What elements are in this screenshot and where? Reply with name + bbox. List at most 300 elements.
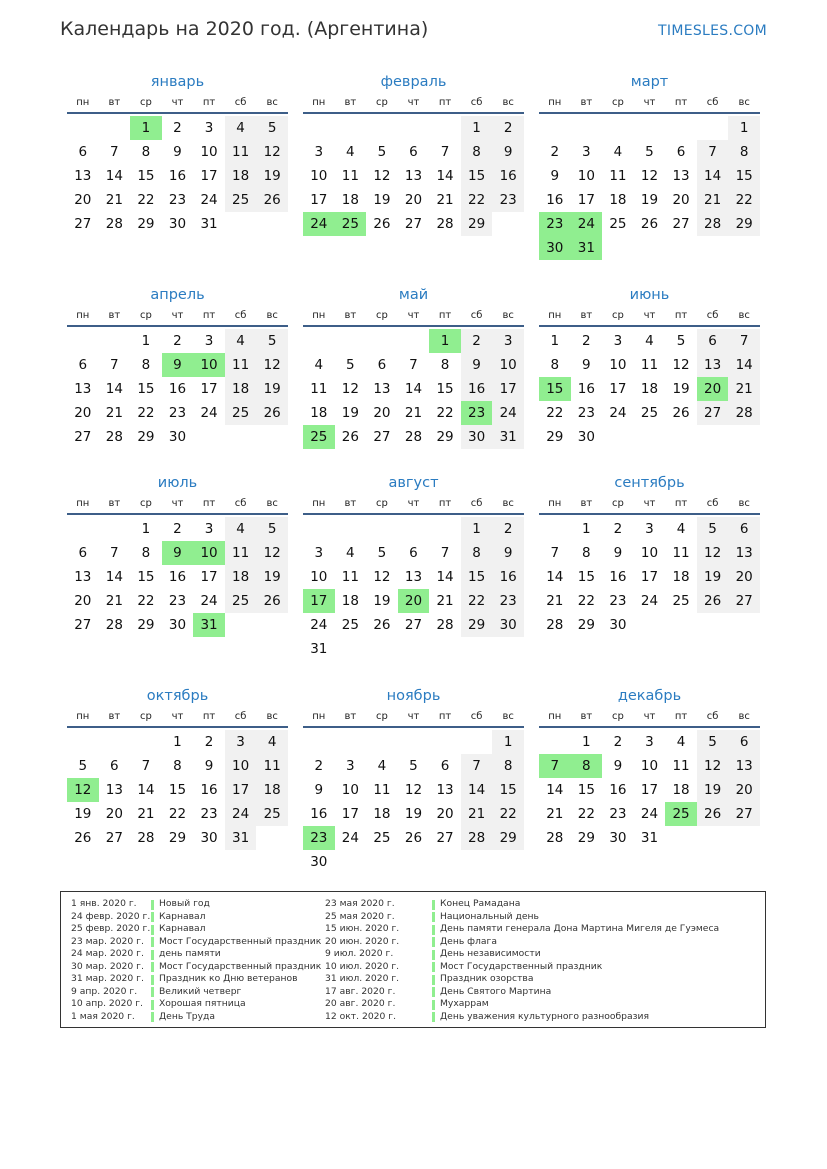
day-grid [67, 329, 288, 449]
legend-holiday-name: Хорошая пятница [159, 998, 246, 1009]
holiday-day: 9 [162, 541, 194, 565]
day-cell: 30 [200, 830, 218, 846]
day-cell: 9 [461, 353, 493, 377]
day-cell: 2 [550, 144, 560, 160]
day-cell: 24 [492, 401, 524, 425]
day-cell: 5 [256, 517, 288, 541]
weekday-label: вс [502, 96, 514, 108]
day-cell: 17 [200, 569, 218, 585]
day-cell: 6 [676, 144, 686, 160]
day-cell: 21 [546, 593, 564, 609]
day-cell: 13 [672, 168, 690, 184]
weekday-label: ср [139, 96, 152, 108]
weekday-label: вт [108, 309, 121, 321]
day-cell: 12 [373, 168, 391, 184]
day-cell: 15 [492, 778, 524, 802]
weekday-label: пн [548, 497, 562, 509]
day-cell: 17 [200, 381, 218, 397]
day-cell: 26 [341, 429, 359, 445]
weekday-label: ср [611, 309, 624, 321]
empty-cell [539, 116, 571, 140]
day-cell: 15 [461, 164, 493, 188]
day-cell: 3 [346, 758, 355, 774]
day-cell: 17 [341, 806, 359, 822]
empty-cell [303, 329, 335, 353]
day-cell: 20 [404, 192, 423, 208]
day-cell: 11 [225, 541, 257, 565]
day-cell: 5 [409, 758, 418, 774]
day-cell: 21 [404, 405, 423, 421]
empty-cell [335, 517, 367, 541]
day-cell: 18 [256, 778, 288, 802]
page-title: Календарь на 2020 год. (Аргентина) [60, 18, 429, 40]
weekday-label: пт [674, 309, 688, 321]
day-cell: 8 [550, 357, 560, 373]
day-cell: 11 [640, 357, 659, 373]
weekday-label: вт [108, 96, 121, 108]
day-cell: 23 [609, 806, 627, 822]
legend-date: 24 мар. 2020 г. [71, 948, 144, 959]
day-cell: 6 [377, 357, 387, 373]
day-cell: 10 [200, 144, 218, 160]
legend-date: 15 июн. 2020 г. [325, 923, 400, 934]
day-cell: 29 [577, 617, 595, 633]
legend-holiday-swatch [151, 925, 154, 935]
day-cell: 14 [105, 381, 123, 397]
weekday-label: вт [344, 497, 357, 509]
day-cell: 19 [373, 192, 391, 208]
day-cell: 18 [310, 405, 328, 421]
day-cell: 24 [640, 806, 659, 822]
month-name: апрель [150, 287, 205, 303]
day-cell: 10 [577, 168, 595, 184]
holiday-day: 7 [539, 754, 571, 778]
day-cell: 9 [582, 357, 591, 373]
day-cell: 29 [137, 617, 155, 633]
weekday-label: чт [171, 710, 184, 722]
empty-cell [634, 116, 666, 140]
weekday-header [539, 92, 760, 114]
holiday-day: 23 [539, 212, 571, 236]
day-cell: 24 [310, 617, 328, 633]
day-grid [303, 329, 524, 449]
day-cell: 30 [168, 216, 187, 232]
legend-holiday-swatch [151, 912, 154, 922]
month-9 [539, 473, 760, 637]
day-cell: 7 [110, 144, 119, 160]
month-name: март [630, 74, 669, 90]
day-cell: 28 [105, 617, 123, 633]
day-cell: 31 [640, 830, 659, 846]
day-cell: 27 [672, 216, 690, 232]
legend-holiday-name: Мухаррам [440, 998, 489, 1009]
empty-cell [130, 730, 162, 754]
day-cell: 18 [672, 569, 690, 585]
empty-cell [429, 116, 461, 140]
day-cell: 15 [137, 168, 155, 184]
day-cell: 2 [492, 517, 524, 541]
weekday-label: чт [643, 309, 656, 321]
day-cell: 12 [697, 541, 729, 565]
weekday-label: чт [407, 497, 420, 509]
legend-holiday-swatch [432, 912, 435, 922]
legend-holiday-swatch [432, 1012, 435, 1022]
day-cell: 13 [728, 541, 760, 565]
day-cell: 9 [492, 140, 524, 164]
day-cell: 16 [546, 192, 564, 208]
day-cell: 30 [168, 617, 187, 633]
legend-holiday-swatch [151, 1012, 154, 1022]
day-cell: 26 [74, 830, 92, 846]
empty-cell [99, 730, 131, 754]
day-cell: 10 [640, 545, 659, 561]
legend-date: 31 июл. 2020 г. [325, 973, 400, 984]
day-cell: 11 [373, 782, 391, 798]
day-cell: 28 [137, 830, 155, 846]
legend-holiday-name: Великий четверг [159, 985, 242, 997]
day-cell: 20 [105, 806, 123, 822]
weekday-label: пт [674, 710, 688, 722]
day-cell: 11 [225, 353, 257, 377]
day-cell: 2 [173, 120, 182, 136]
day-cell: 23 [492, 589, 524, 613]
day-cell: 5 [256, 329, 288, 353]
day-cell: 9 [204, 758, 214, 774]
day-grid [539, 116, 760, 260]
weekday-header [67, 305, 288, 327]
day-grid [539, 730, 760, 850]
day-cell: 14 [436, 569, 454, 585]
weekday-label: чт [171, 96, 184, 108]
legend-holiday-name: Праздник ко Дню ветеранов [159, 973, 298, 984]
day-cell: 28 [546, 617, 564, 633]
legend-holiday-name: Новый год [159, 898, 210, 909]
day-cell: 22 [492, 802, 524, 826]
month-name: январь [150, 74, 205, 90]
day-cell: 23 [577, 405, 595, 421]
legend-holiday-swatch [432, 900, 435, 910]
day-cell: 31 [310, 641, 328, 657]
day-cell: 31 [492, 425, 524, 449]
holiday-day: 9 [162, 353, 194, 377]
day-cell: 4 [225, 329, 257, 353]
legend-holiday-name: День Труда [159, 1010, 216, 1022]
day-cell: 22 [168, 806, 187, 822]
empty-cell [398, 730, 430, 754]
legend-holiday-swatch [151, 975, 154, 985]
day-cell: 6 [78, 545, 88, 561]
holiday-day: 8 [571, 754, 603, 778]
day-cell: 14 [697, 164, 729, 188]
day-cell: 16 [609, 782, 627, 798]
day-cell: 25 [225, 188, 257, 212]
day-cell: 20 [74, 405, 92, 421]
day-cell: 15 [728, 164, 760, 188]
day-cell: 19 [256, 565, 288, 589]
month-10 [67, 686, 288, 850]
weekday-label: вт [108, 497, 121, 509]
day-cell: 16 [461, 377, 493, 401]
day-cell: 23 [200, 806, 218, 822]
day-cell: 8 [461, 541, 493, 565]
legend-holiday-name: Национальный день [440, 910, 539, 922]
month-5 [303, 285, 524, 449]
legend-holiday-name: Конец Рамадана [440, 898, 521, 909]
day-cell: 8 [728, 140, 760, 164]
weekday-label: ср [375, 710, 388, 722]
day-cell: 25 [256, 802, 288, 826]
day-cell: 9 [173, 144, 182, 160]
day-cell: 3 [645, 734, 654, 750]
empty-cell [99, 116, 131, 140]
day-cell: 17 [640, 782, 659, 798]
day-cell: 12 [373, 569, 391, 585]
month-name: ноябрь [386, 688, 441, 704]
weekday-label: вс [738, 309, 750, 321]
month-11 [303, 686, 524, 874]
weekday-label: сб [470, 96, 483, 108]
day-cell: 12 [256, 140, 288, 164]
weekday-header [303, 493, 524, 515]
weekday-label: сб [234, 96, 247, 108]
holiday-day: 20 [697, 377, 729, 401]
empty-cell [429, 517, 461, 541]
day-cell: 10 [310, 168, 328, 184]
day-cell: 5 [676, 333, 686, 349]
day-cell: 4 [377, 758, 387, 774]
day-cell: 12 [341, 381, 359, 397]
day-cell: 15 [577, 569, 595, 585]
day-cell: 23 [168, 192, 187, 208]
day-cell: 21 [105, 405, 123, 421]
day-cell: 5 [256, 116, 288, 140]
day-grid [539, 329, 760, 449]
holiday-day: 10 [193, 541, 225, 565]
weekday-label: пн [312, 96, 326, 108]
weekday-label: вт [580, 497, 593, 509]
day-cell: 11 [225, 140, 257, 164]
empty-cell [303, 517, 335, 541]
weekday-label: вс [738, 710, 750, 722]
weekday-label: сб [706, 710, 719, 722]
empty-cell [461, 730, 493, 754]
day-cell: 9 [314, 782, 324, 798]
empty-cell [335, 116, 367, 140]
day-cell: 3 [645, 521, 654, 537]
holiday-day: 10 [193, 353, 225, 377]
weekday-label: вс [502, 309, 514, 321]
empty-cell [366, 329, 398, 353]
day-cell: 4 [314, 357, 324, 373]
day-cell: 7 [550, 545, 560, 561]
day-cell: 1 [582, 734, 591, 750]
day-cell: 8 [582, 545, 591, 561]
legend-holiday-name: Праздник озорства [440, 973, 534, 984]
weekday-label: вт [344, 710, 357, 722]
day-cell: 13 [697, 353, 729, 377]
day-cell: 9 [613, 545, 623, 561]
weekday-label: пн [76, 497, 90, 509]
day-cell: 11 [341, 168, 359, 184]
legend-date: 1 янв. 2020 г. [71, 898, 137, 909]
day-cell: 16 [168, 168, 187, 184]
weekday-label: вс [266, 309, 278, 321]
holiday-day: 1 [130, 116, 162, 140]
weekday-label: чт [643, 497, 656, 509]
legend-holiday-swatch [432, 925, 435, 935]
weekday-label: пт [674, 96, 688, 108]
legend-holiday-name: День флага [440, 935, 497, 947]
day-cell: 16 [609, 569, 627, 585]
weekday-label: вт [580, 710, 593, 722]
day-cell: 24 [225, 802, 257, 826]
legend-date: 24 февр. 2020 г. [71, 910, 151, 922]
day-cell: 24 [200, 405, 218, 421]
day-cell: 21 [461, 802, 493, 826]
day-cell: 24 [200, 593, 218, 609]
weekday-label: вт [108, 710, 121, 722]
day-cell: 30 [310, 854, 328, 870]
day-cell: 13 [373, 381, 391, 397]
day-cell: 18 [672, 782, 690, 798]
weekday-label: сб [470, 309, 483, 321]
holiday-day: 25 [303, 425, 335, 449]
day-cell: 1 [461, 116, 493, 140]
day-cell: 24 [640, 593, 659, 609]
legend-date: 10 июл. 2020 г. [325, 960, 400, 972]
day-cell: 29 [461, 212, 493, 236]
day-cell: 18 [225, 164, 257, 188]
legend-holiday-swatch [151, 987, 154, 997]
day-grid [67, 116, 288, 236]
weekday-label: пт [202, 497, 216, 509]
day-cell: 29 [577, 830, 595, 846]
month-name: июнь [629, 287, 670, 303]
month-name: май [398, 287, 429, 303]
month-6 [539, 285, 760, 449]
day-cell: 16 [492, 565, 524, 589]
weekday-label: чт [407, 96, 420, 108]
legend-date: 10 апр. 2020 г. [71, 998, 143, 1009]
day-cell: 18 [225, 377, 257, 401]
weekday-header [303, 706, 524, 728]
day-cell: 3 [314, 144, 324, 160]
day-cell: 17 [640, 569, 659, 585]
day-cell: 25 [225, 401, 257, 425]
day-cell: 22 [577, 806, 595, 822]
day-cell: 23 [168, 593, 187, 609]
weekday-label: вт [344, 309, 357, 321]
day-cell: 2 [314, 758, 324, 774]
weekday-header [539, 706, 760, 728]
day-cell: 11 [341, 569, 359, 585]
empty-cell [366, 116, 398, 140]
day-cell: 17 [310, 192, 328, 208]
holiday-day: 20 [398, 589, 430, 613]
holiday-legend [60, 891, 766, 1028]
month-8 [303, 473, 524, 661]
day-cell: 6 [728, 730, 760, 754]
day-cell: 22 [137, 593, 155, 609]
empty-cell [99, 329, 131, 353]
day-cell: 16 [200, 782, 218, 798]
day-cell: 28 [728, 401, 760, 425]
weekday-label: пн [76, 309, 90, 321]
day-cell: 14 [105, 569, 123, 585]
weekday-label: ср [139, 497, 152, 509]
day-cell: 17 [492, 377, 524, 401]
weekday-label: пт [438, 710, 452, 722]
day-cell: 16 [577, 381, 595, 397]
day-cell: 28 [105, 216, 123, 232]
day-cell: 6 [78, 357, 88, 373]
day-cell: 4 [256, 730, 288, 754]
day-cell: 19 [373, 593, 391, 609]
weekday-label: пт [674, 497, 688, 509]
weekday-label: вт [344, 96, 357, 108]
day-cell: 30 [577, 429, 595, 445]
day-cell: 13 [436, 782, 454, 798]
day-cell: 17 [577, 192, 595, 208]
day-cell: 11 [672, 758, 690, 774]
month-7 [67, 473, 288, 637]
empty-cell [67, 517, 99, 541]
day-cell: 22 [461, 188, 493, 212]
day-cell: 14 [105, 168, 123, 184]
day-cell: 7 [440, 144, 450, 160]
day-cell: 6 [409, 545, 418, 561]
day-cell: 1 [582, 521, 591, 537]
day-cell: 15 [137, 381, 155, 397]
legend-date: 9 апр. 2020 г. [71, 985, 138, 997]
day-cell: 18 [225, 565, 257, 589]
weekday-label: пн [76, 96, 90, 108]
day-cell: 12 [640, 168, 659, 184]
weekday-label: вс [738, 497, 750, 509]
weekday-label: чт [171, 497, 184, 509]
weekday-label: пт [438, 497, 452, 509]
site-link[interactable]: TIMESLES.COM [658, 23, 767, 39]
legend-holiday-swatch [151, 962, 154, 972]
day-cell: 27 [74, 216, 92, 232]
day-cell: 14 [546, 782, 564, 798]
day-cell: 18 [609, 192, 627, 208]
legend-holiday-swatch [432, 962, 435, 972]
day-cell: 30 [168, 429, 187, 445]
day-cell: 19 [256, 164, 288, 188]
day-cell: 17 [609, 381, 627, 397]
weekday-label: ср [375, 309, 388, 321]
day-cell: 3 [204, 333, 214, 349]
day-cell: 4 [676, 521, 686, 537]
legend-date: 9 июл. 2020 г. [325, 948, 394, 959]
weekday-label: ср [611, 710, 624, 722]
day-cell: 25 [341, 617, 359, 633]
day-grid [67, 517, 288, 637]
day-cell: 4 [613, 144, 623, 160]
weekday-label: ср [375, 96, 388, 108]
day-cell: 22 [137, 192, 155, 208]
weekday-header [67, 92, 288, 114]
day-cell: 2 [613, 521, 623, 537]
day-cell: 10 [225, 754, 257, 778]
holiday-day: 31 [193, 613, 225, 637]
day-cell: 7 [409, 357, 418, 373]
day-cell: 20 [728, 778, 760, 802]
day-cell: 27 [728, 802, 760, 826]
day-cell: 12 [256, 541, 288, 565]
holiday-day: 31 [571, 236, 603, 260]
